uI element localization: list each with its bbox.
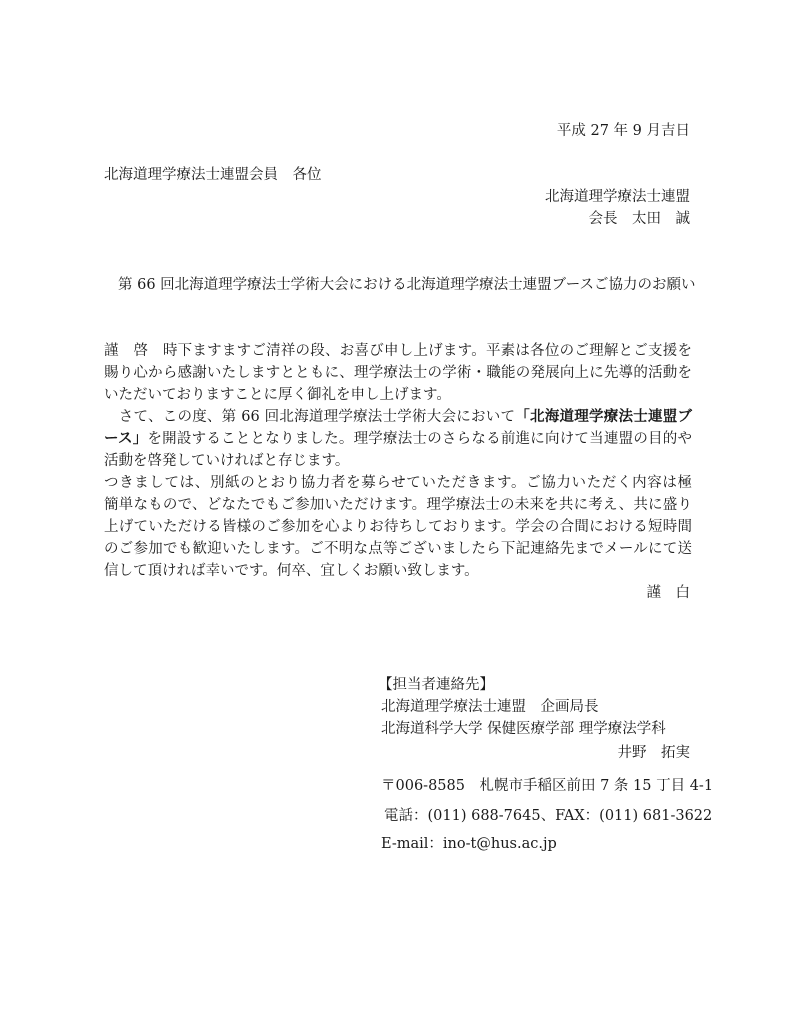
booth-name-emphasis: 「北海道理学療法士連盟ブ	[515, 409, 692, 425]
contact-email[interactable]: E-mail：ino-t@hus.ac.jp	[381, 836, 557, 852]
body-line: 賜り心から感謝いたしますとともに、理学療法士の学術・職能の発展向上に先導的活動を	[104, 365, 692, 381]
body-paragraph-request	[104, 472, 692, 582]
contact-heading: 【担当者連絡先】	[378, 677, 494, 693]
addressee: 北海道理学療法士連盟会員 各位	[104, 167, 322, 183]
body-line: つきましては、別紙のとおり協力者を募らせていただきます。ご協力いただく内容は極	[104, 475, 692, 491]
contact-department: 北海道科学大学 保健医療学部 理学療法学科	[381, 721, 666, 737]
body-text: さて、この度、第 66 回北海道理学療法士学術大会において	[104, 409, 516, 425]
booth-name-emphasis: ース」	[104, 431, 148, 447]
letter-body	[104, 340, 692, 582]
body-line: いただいておりますことに厚く御礼を申し上げます。	[104, 387, 451, 403]
contact-person: 井野 拓実	[617, 745, 690, 761]
document-date: 平成 27 年 9 月吉日	[556, 123, 690, 139]
closing-phrase: 謹 白	[646, 585, 690, 601]
contact-phone-fax: 電話：(011) 688-7645、FAX：(011) 681-3622	[384, 808, 713, 824]
sender-name: 会長 太田 誠	[588, 211, 690, 227]
document-subject: 第 66 回北海道理学療法士学術大会における北海道理学療法士連盟ブースご協力のお願い	[118, 277, 696, 293]
contact-address: 〒006-8585 札幌市手稲区前田 7 条 15 丁目 4-1	[381, 778, 714, 794]
body-paragraph-greeting	[104, 340, 692, 406]
body-line: 謹 啓 時下ますますご清祥の段、お喜び申し上げます。平素は各位のご理解とご支援を	[104, 343, 692, 359]
body-paragraph-announcement	[104, 406, 692, 472]
body-line: 上げていただける皆様のご参加を心よりお待ちしております。学会の合間における短時間	[104, 519, 692, 535]
body-line	[104, 406, 692, 428]
body-line: 活動を啓発していければと存じます。	[104, 453, 350, 469]
body-line	[104, 428, 692, 450]
body-text: を開設することとなりました。理学療法士のさらなる前進に向けて当連盟の目的や	[147, 431, 692, 447]
body-line: のご参加でも歓迎いたします。ご不明な点等ございましたら下記連絡先までメールにて送	[104, 541, 692, 557]
sender-organization: 北海道理学療法士連盟	[545, 189, 690, 205]
body-line: 簡単なもので、どなたでもご参加いただけます。理学療法士の未来を共に考え、共に盛り	[104, 497, 692, 513]
body-line: 信して頂ければ幸いです。何卒、宜しくお願い致します。	[104, 563, 479, 579]
contact-organization: 北海道理学療法士連盟 企画局長	[381, 699, 599, 715]
